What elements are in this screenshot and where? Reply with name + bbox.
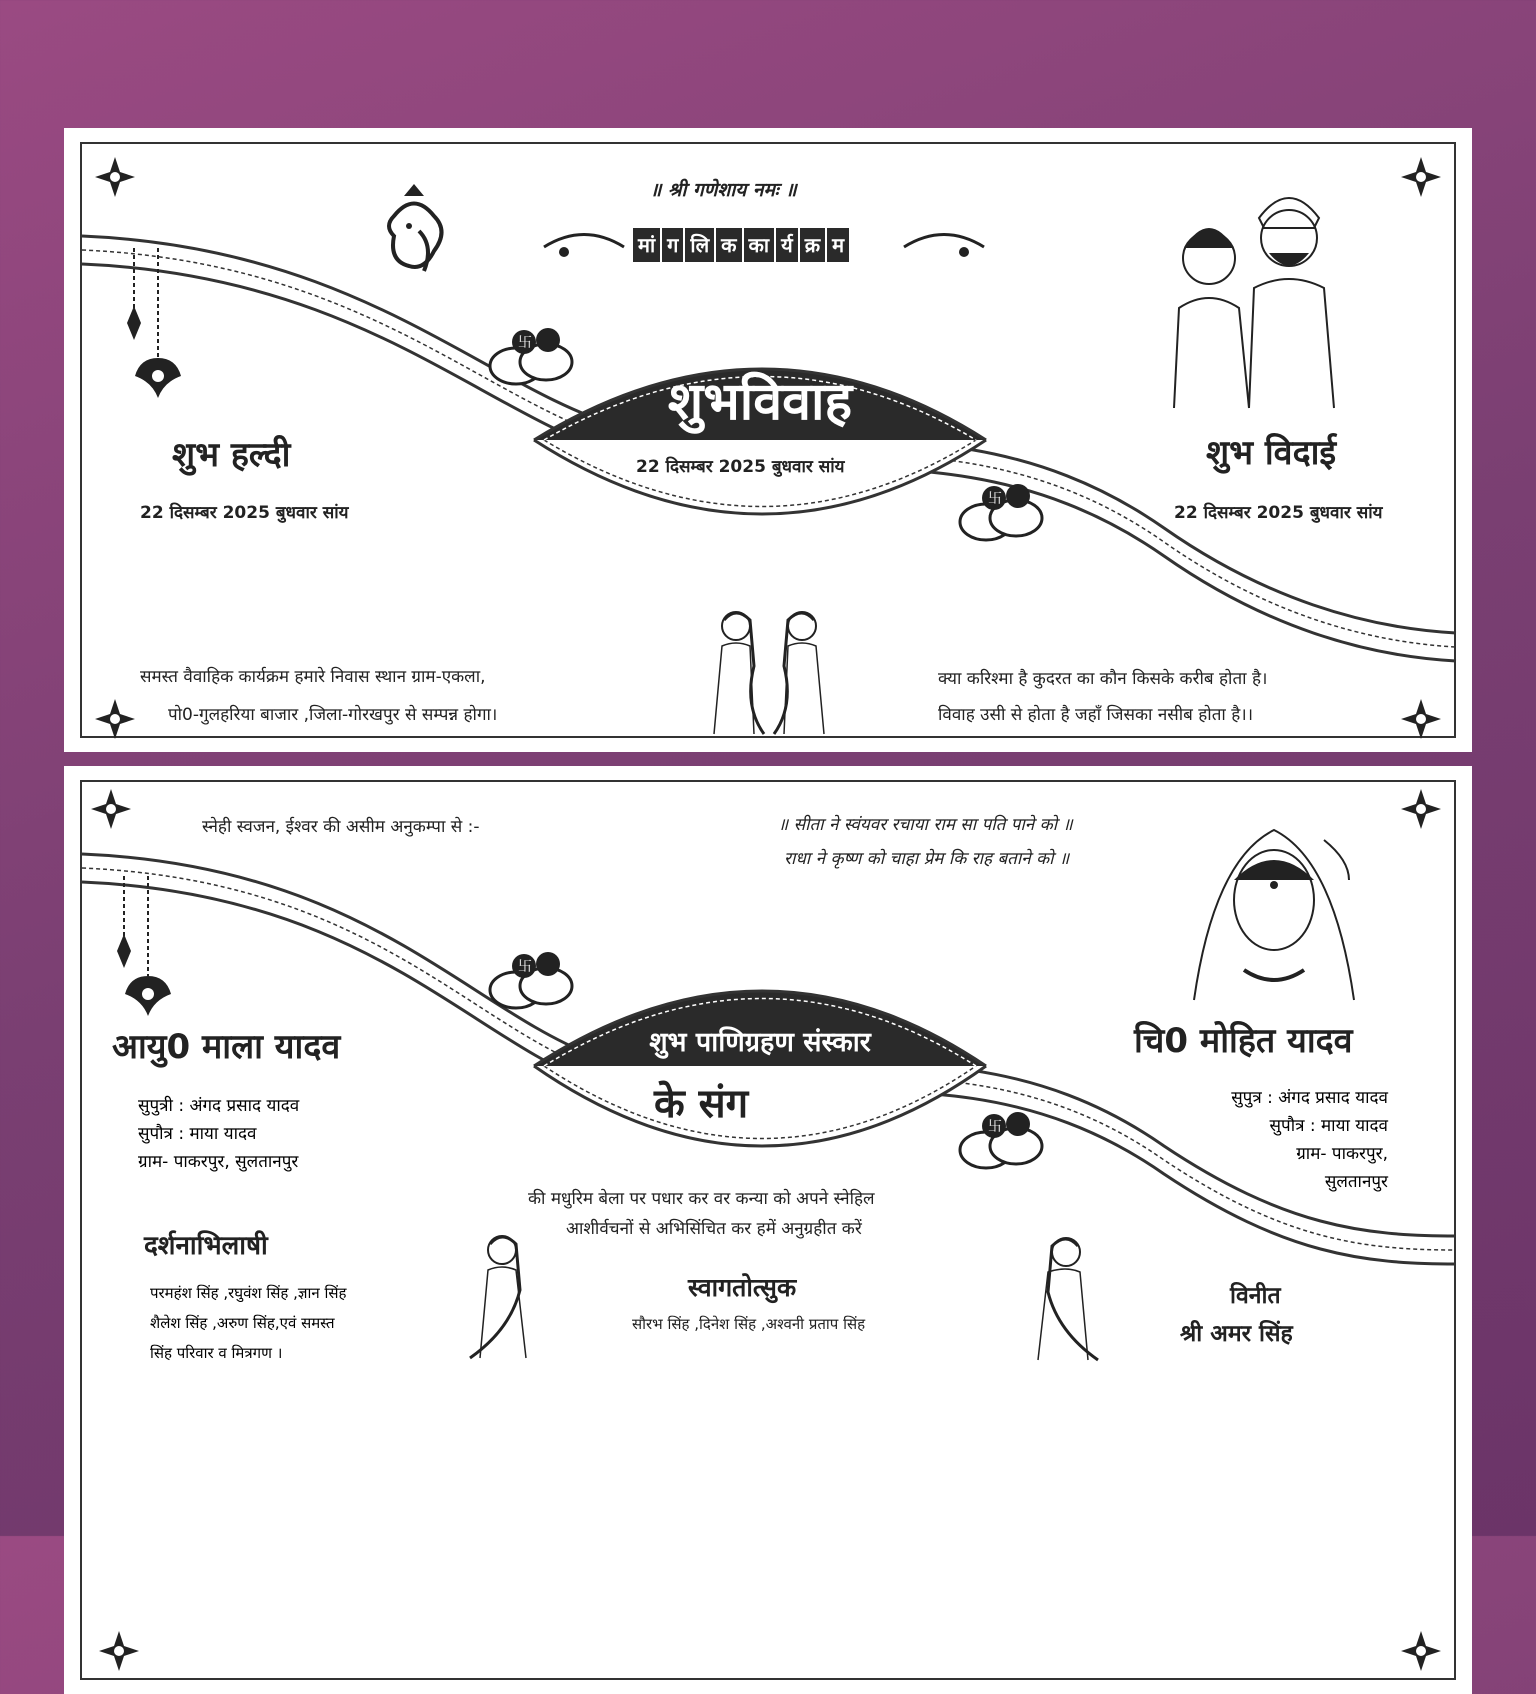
top-verse-line-2: विवाह उसी से होता है जहाँ जिसका नसीब होता है।।	[938, 705, 1254, 725]
banner-letter: का	[744, 228, 775, 262]
top-invitation-card	[64, 128, 1472, 752]
groom-info-line: सुपौत्र : माया यादव	[1269, 1116, 1388, 1136]
groom-name: चि0 मोहित यादव	[1134, 1021, 1353, 1061]
darshanabhilashi-names	[150, 1278, 347, 1368]
venue-line-1: समस्त वैवाहिक कार्यक्रम हमारे निवास स्थान ग्राम-एकला,	[140, 667, 486, 687]
darshanabhilashi-title: दर्शनाभिलाषी	[144, 1231, 268, 1261]
svg-text:卐: 卐	[988, 491, 1002, 507]
darshan-line: सिंह परिवार व मित्रगण ।	[150, 1344, 283, 1362]
svg-text:卐: 卐	[518, 959, 532, 975]
venue-line-2: पो0-गुलहरिया बाजार ,जिला-गोरखपुर से सम्पन्न होगा।	[168, 705, 498, 725]
vidai-date: 22 दिसम्बर 2025 बुधवार सांय	[1174, 503, 1383, 523]
haldi-title: शुभ हल्दी	[172, 435, 291, 475]
ke-sang-text: के संग	[654, 1081, 749, 1127]
banner-letter: मां	[633, 228, 660, 262]
bride-family-info	[138, 1092, 299, 1176]
mangalik-banner	[544, 222, 984, 272]
svg-text:卐: 卐	[518, 335, 532, 351]
bottom-invitation-card	[64, 766, 1472, 1694]
bottom-verse-line-2: राधा ने कृष्ण को चाहा प्रेम कि राह बताने को ॥	[784, 849, 1070, 869]
banner-letter: क्र	[800, 228, 825, 262]
groom-family-info	[1124, 1084, 1388, 1196]
invite-line-2: आशीर्वचनों से अभिसिंचित कर हमें अनुग्रहीत करें	[566, 1219, 862, 1239]
banner-letter: ग	[662, 228, 683, 262]
banner-letters	[632, 228, 850, 262]
bottom-verse-line-1: ॥ सीता ने स्वंयवर रचाया राम सा पति पाने को ॥	[778, 815, 1073, 835]
center-wedding-date: 22 दिसम्बर 2025 बुधवार सांय	[636, 457, 845, 477]
groom-info-line: सुपुत्र : अंगद प्रसाद यादव	[1231, 1088, 1388, 1108]
panigrahan-title: शुभ पाणिग्रहण संस्कार	[649, 1027, 871, 1058]
banner-letter: क	[716, 228, 741, 262]
greeting-text: स्नेही स्वजन, ईश्वर की असीम अनुकम्पा से :-	[202, 817, 480, 837]
svg-text:卐: 卐	[988, 1119, 1002, 1135]
banner-letter: लि	[685, 228, 714, 262]
banner-letter: म	[827, 228, 849, 262]
top-verse-line-1: क्या करिश्मा है कुदरत का कौन किसके करीब होता है।	[938, 669, 1268, 689]
bride-info-line: सुपुत्री : अंगद प्रसाद यादव	[138, 1096, 300, 1116]
haldi-date: 22 दिसम्बर 2025 बुधवार सांय	[140, 503, 349, 523]
vinit-name: श्री अमर सिंह	[1180, 1321, 1293, 1347]
invocation-text: ॥ श्री गणेशाय नमः ॥	[650, 179, 797, 201]
vidai-title: शुभ विदाई	[1206, 433, 1337, 473]
invite-line-1: की मधुरिम बेला पर पधार कर वर कन्या को अपने स्नेहिल	[528, 1189, 875, 1209]
swagatotsuk-names: सौरभ सिंह ,दिनेश सिंह ,अश्वनी प्रताप सिंह	[632, 1315, 866, 1333]
swagatotsuk-title: स्वागतोत्सुक	[688, 1273, 797, 1302]
bride-name: आयु0 माला यादव	[112, 1027, 341, 1067]
center-wedding-title: शुभविवाह	[667, 372, 853, 432]
darshan-line: शैलेश सिंह ,अरुण सिंह,एवं समस्त	[150, 1314, 335, 1332]
bride-info-line: सुपौत्र : माया यादव	[138, 1124, 257, 1144]
groom-info-line: सुलतानपुर	[1324, 1172, 1388, 1192]
darshan-line: परमहंश सिंह ,रघुवंश सिंह ,ज्ञान सिंह	[150, 1284, 347, 1302]
banner-letter: र्य	[776, 228, 798, 262]
bride-info-line: ग्राम- पाकरपुर, सुलतानपुर	[138, 1152, 299, 1172]
vinit-title: विनीत	[1230, 1283, 1281, 1309]
groom-info-line: ग्राम- पाकरपुर,	[1296, 1144, 1388, 1164]
